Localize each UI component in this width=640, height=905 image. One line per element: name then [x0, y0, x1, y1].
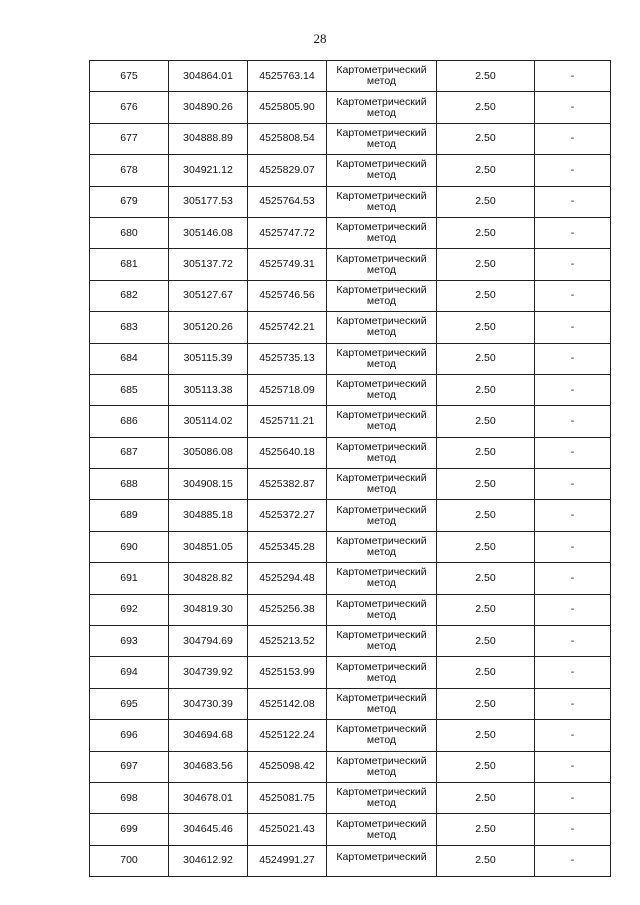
coordinates-table — [89, 60, 611, 877]
point-number-cell: 680 — [90, 217, 169, 248]
note-cell: - — [535, 61, 611, 92]
point-number-cell: 687 — [90, 437, 169, 468]
note-cell: - — [535, 406, 611, 437]
x-coordinate-cell: 304612.92 — [169, 845, 248, 876]
method-cell: Картометрический метод — [327, 61, 437, 92]
table-row — [90, 123, 611, 154]
method-cell: Картометрический метод — [327, 500, 437, 531]
y-coordinate-cell: 4525735.13 — [248, 343, 327, 374]
error-cell: 2.50 — [437, 92, 535, 123]
method-cell: Картометрический метод — [327, 563, 437, 594]
error-cell: 2.50 — [437, 406, 535, 437]
table-row — [90, 782, 611, 813]
point-number-cell: 683 — [90, 312, 169, 343]
table-row — [90, 186, 611, 217]
method-cell: Картометрический метод — [327, 469, 437, 500]
table-row — [90, 155, 611, 186]
point-number-cell: 688 — [90, 469, 169, 500]
method-cell: Картометрический метод — [327, 155, 437, 186]
table-row — [90, 657, 611, 688]
table-row — [90, 249, 611, 280]
method-cell: Картометрический метод — [327, 123, 437, 154]
table-row — [90, 720, 611, 751]
table-row — [90, 469, 611, 500]
error-cell: 2.50 — [437, 312, 535, 343]
x-coordinate-cell: 305113.38 — [169, 374, 248, 405]
point-number-cell: 696 — [90, 720, 169, 751]
error-cell: 2.50 — [437, 217, 535, 248]
point-number-cell: 689 — [90, 500, 169, 531]
error-cell: 2.50 — [437, 626, 535, 657]
method-cell: Картометрический метод — [327, 249, 437, 280]
table-row — [90, 626, 611, 657]
method-cell: Картометрический метод — [327, 217, 437, 248]
point-number-cell: 678 — [90, 155, 169, 186]
method-cell: Картометрический метод — [327, 312, 437, 343]
note-cell: - — [535, 155, 611, 186]
point-number-cell: 692 — [90, 594, 169, 625]
table-row — [90, 343, 611, 374]
point-number-cell: 681 — [90, 249, 169, 280]
point-number-cell: 691 — [90, 563, 169, 594]
x-coordinate-cell: 304819.30 — [169, 594, 248, 625]
x-coordinate-cell: 305115.39 — [169, 343, 248, 374]
y-coordinate-cell: 4525345.28 — [248, 531, 327, 562]
x-coordinate-cell: 305177.53 — [169, 186, 248, 217]
note-cell: - — [535, 594, 611, 625]
y-coordinate-cell: 4525153.99 — [248, 657, 327, 688]
x-coordinate-cell: 305120.26 — [169, 312, 248, 343]
y-coordinate-cell: 4525742.21 — [248, 312, 327, 343]
error-cell: 2.50 — [437, 657, 535, 688]
y-coordinate-cell: 4525746.56 — [248, 280, 327, 311]
x-coordinate-cell: 305127.67 — [169, 280, 248, 311]
error-cell: 2.50 — [437, 782, 535, 813]
x-coordinate-cell: 304888.89 — [169, 123, 248, 154]
y-coordinate-cell: 4525829.07 — [248, 155, 327, 186]
error-cell: 2.50 — [437, 751, 535, 782]
table-row — [90, 217, 611, 248]
method-cell: Картометрический метод — [327, 814, 437, 845]
error-cell: 2.50 — [437, 563, 535, 594]
point-number-cell: 677 — [90, 123, 169, 154]
note-cell: - — [535, 657, 611, 688]
table-row — [90, 594, 611, 625]
note-cell: - — [535, 782, 611, 813]
note-cell: - — [535, 626, 611, 657]
error-cell: 2.50 — [437, 845, 535, 876]
y-coordinate-cell: 4525081.75 — [248, 782, 327, 813]
y-coordinate-cell: 4525294.48 — [248, 563, 327, 594]
method-cell: Картометрический метод — [327, 343, 437, 374]
method-cell: Картометрический метод — [327, 186, 437, 217]
y-coordinate-cell: 4525382.87 — [248, 469, 327, 500]
table-row — [90, 437, 611, 468]
table-row — [90, 751, 611, 782]
x-coordinate-cell: 304828.82 — [169, 563, 248, 594]
x-coordinate-cell: 304678.01 — [169, 782, 248, 813]
error-cell: 2.50 — [437, 280, 535, 311]
method-cell: Картометрический метод — [327, 626, 437, 657]
y-coordinate-cell: 4525098.42 — [248, 751, 327, 782]
y-coordinate-cell: 4525021.43 — [248, 814, 327, 845]
y-coordinate-cell: 4525372.27 — [248, 500, 327, 531]
point-number-cell: 675 — [90, 61, 169, 92]
table-row — [90, 688, 611, 719]
x-coordinate-cell: 304730.39 — [169, 688, 248, 719]
error-cell: 2.50 — [437, 249, 535, 280]
note-cell: - — [535, 92, 611, 123]
table-row — [90, 61, 611, 92]
y-coordinate-cell: 4525808.54 — [248, 123, 327, 154]
y-coordinate-cell: 4525764.53 — [248, 186, 327, 217]
y-coordinate-cell: 4525142.08 — [248, 688, 327, 719]
method-cell: Картометрический метод — [327, 688, 437, 719]
point-number-cell: 690 — [90, 531, 169, 562]
table-row — [90, 406, 611, 437]
note-cell: - — [535, 688, 611, 719]
error-cell: 2.50 — [437, 720, 535, 751]
y-coordinate-cell: 4525749.31 — [248, 249, 327, 280]
point-number-cell: 679 — [90, 186, 169, 217]
point-number-cell: 685 — [90, 374, 169, 405]
error-cell: 2.50 — [437, 155, 535, 186]
note-cell: - — [535, 845, 611, 876]
x-coordinate-cell: 304645.46 — [169, 814, 248, 845]
error-cell: 2.50 — [437, 186, 535, 217]
note-cell: - — [535, 437, 611, 468]
method-cell: Картометрический — [327, 845, 437, 876]
point-number-cell: 695 — [90, 688, 169, 719]
y-coordinate-cell: 4525640.18 — [248, 437, 327, 468]
y-coordinate-cell: 4525763.14 — [248, 61, 327, 92]
method-cell: Картометрический метод — [327, 751, 437, 782]
table-row — [90, 374, 611, 405]
method-cell: Картометрический метод — [327, 92, 437, 123]
y-coordinate-cell: 4525747.72 — [248, 217, 327, 248]
y-coordinate-cell: 4525718.09 — [248, 374, 327, 405]
x-coordinate-cell: 304851.05 — [169, 531, 248, 562]
note-cell: - — [535, 751, 611, 782]
note-cell: - — [535, 531, 611, 562]
method-cell: Картометрический метод — [327, 374, 437, 405]
x-coordinate-cell: 304908.15 — [169, 469, 248, 500]
method-cell: Картометрический метод — [327, 657, 437, 688]
x-coordinate-cell: 304694.68 — [169, 720, 248, 751]
x-coordinate-cell: 304864.01 — [169, 61, 248, 92]
error-cell: 2.50 — [437, 61, 535, 92]
y-coordinate-cell: 4525213.52 — [248, 626, 327, 657]
error-cell: 2.50 — [437, 437, 535, 468]
method-cell: Картометрический метод — [327, 437, 437, 468]
error-cell: 2.50 — [437, 500, 535, 531]
point-number-cell: 699 — [90, 814, 169, 845]
point-number-cell: 684 — [90, 343, 169, 374]
method-cell: Картометрический метод — [327, 531, 437, 562]
y-coordinate-cell: 4525805.90 — [248, 92, 327, 123]
point-number-cell: 697 — [90, 751, 169, 782]
point-number-cell: 682 — [90, 280, 169, 311]
x-coordinate-cell: 305146.08 — [169, 217, 248, 248]
x-coordinate-cell: 304885.18 — [169, 500, 248, 531]
x-coordinate-cell: 304921.12 — [169, 155, 248, 186]
table-row — [90, 92, 611, 123]
note-cell: - — [535, 814, 611, 845]
table-body — [90, 61, 611, 877]
note-cell: - — [535, 123, 611, 154]
note-cell: - — [535, 563, 611, 594]
x-coordinate-cell: 305137.72 — [169, 249, 248, 280]
point-number-cell: 700 — [90, 845, 169, 876]
table-row — [90, 845, 611, 876]
table-row — [90, 814, 611, 845]
page-number: 28 — [313, 31, 327, 46]
note-cell: - — [535, 186, 611, 217]
note-cell: - — [535, 374, 611, 405]
note-cell: - — [535, 312, 611, 343]
note-cell: - — [535, 249, 611, 280]
table-row — [90, 500, 611, 531]
error-cell: 2.50 — [437, 123, 535, 154]
table-row — [90, 312, 611, 343]
x-coordinate-cell: 305114.02 — [169, 406, 248, 437]
y-coordinate-cell: 4525711.21 — [248, 406, 327, 437]
error-cell: 2.50 — [437, 343, 535, 374]
note-cell: - — [535, 500, 611, 531]
note-cell: - — [535, 343, 611, 374]
table-row — [90, 531, 611, 562]
method-cell: Картометрический метод — [327, 782, 437, 813]
error-cell: 2.50 — [437, 531, 535, 562]
point-number-cell: 698 — [90, 782, 169, 813]
point-number-cell: 693 — [90, 626, 169, 657]
table-row — [90, 563, 611, 594]
method-cell: Картометрический метод — [327, 280, 437, 311]
method-cell: Картометрический метод — [327, 406, 437, 437]
y-coordinate-cell: 4525122.24 — [248, 720, 327, 751]
method-cell: Картометрический метод — [327, 720, 437, 751]
error-cell: 2.50 — [437, 814, 535, 845]
table-row — [90, 280, 611, 311]
note-cell: - — [535, 720, 611, 751]
x-coordinate-cell: 304739.92 — [169, 657, 248, 688]
error-cell: 2.50 — [437, 374, 535, 405]
point-number-cell: 686 — [90, 406, 169, 437]
x-coordinate-cell: 304683.56 — [169, 751, 248, 782]
note-cell: - — [535, 469, 611, 500]
y-coordinate-cell: 4524991.27 — [248, 845, 327, 876]
error-cell: 2.50 — [437, 594, 535, 625]
point-number-cell: 676 — [90, 92, 169, 123]
error-cell: 2.50 — [437, 469, 535, 500]
method-cell: Картометрический метод — [327, 594, 437, 625]
x-coordinate-cell: 304890.26 — [169, 92, 248, 123]
note-cell: - — [535, 280, 611, 311]
note-cell: - — [535, 217, 611, 248]
y-coordinate-cell: 4525256.38 — [248, 594, 327, 625]
error-cell: 2.50 — [437, 688, 535, 719]
x-coordinate-cell: 305086.08 — [169, 437, 248, 468]
point-number-cell: 694 — [90, 657, 169, 688]
x-coordinate-cell: 304794.69 — [169, 626, 248, 657]
